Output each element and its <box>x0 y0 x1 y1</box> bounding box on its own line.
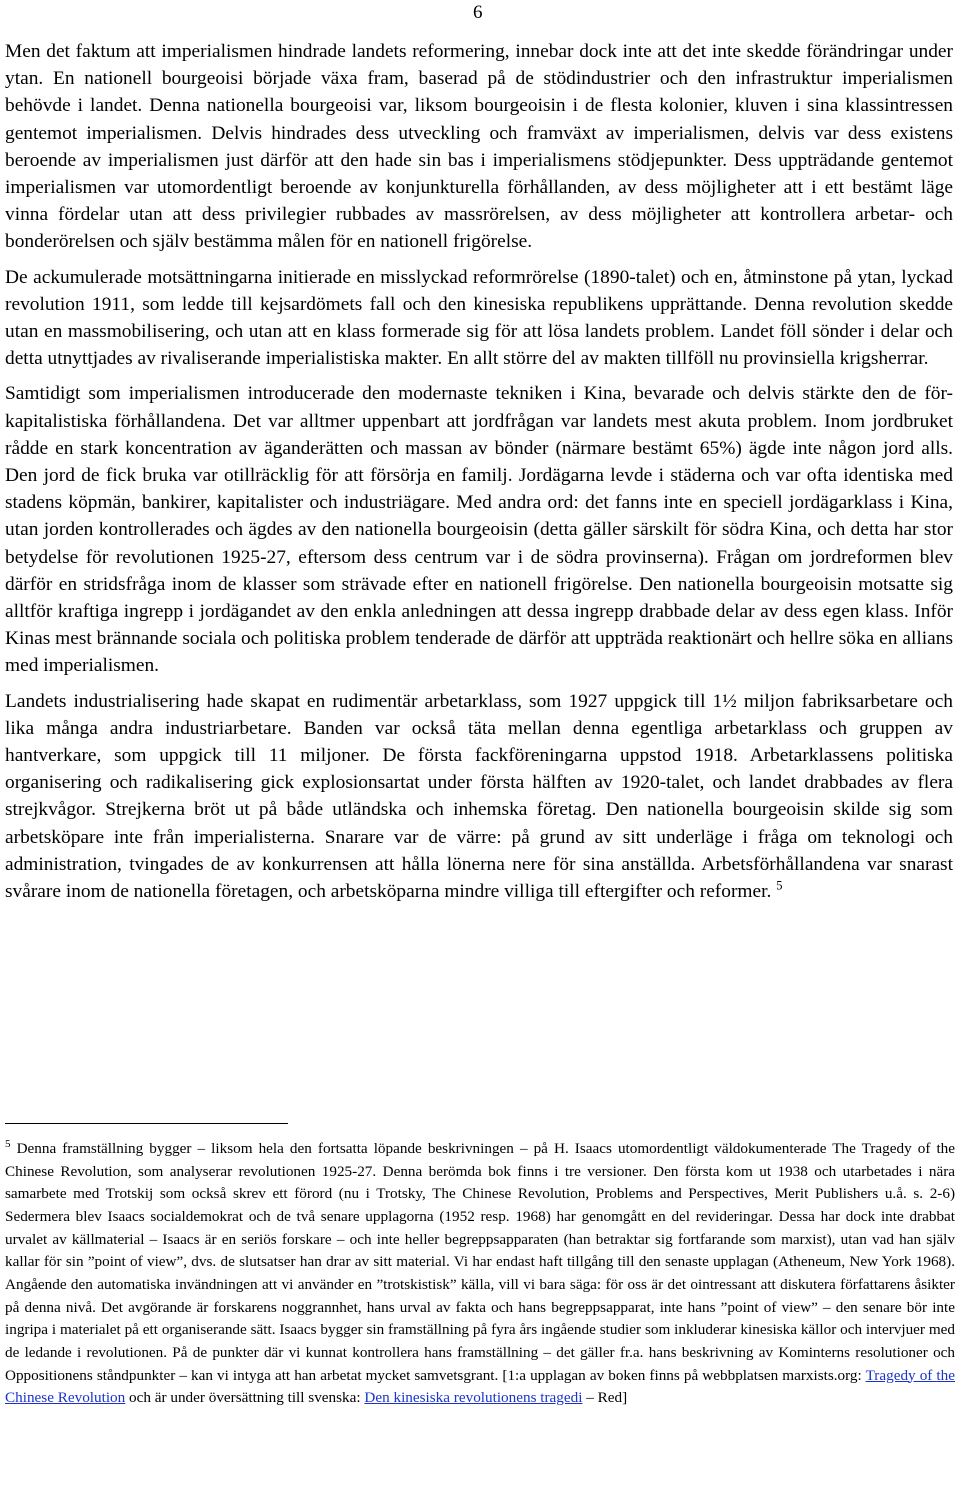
paragraph-2: De ackumulerade motsättningarna initierade en misslyckad reformrörelse (1890-talet) och en, åtminstone på ytan, lyckad revolution 1911, som ledde till kejsardömets fall och den kinesiska republikens upprättande. Denna revolution skedde utan en massmobilisering, och utan att en klass formerade sig för att lösa landets problem. Landet föll sönder i delar och detta utnyttjades av rivaliserande imperialistiska makter. En allt större del av makten tillföll nu provinsiella krigsherrar. <box>5 266 953 370</box>
footnote-number: 5 <box>5 1137 11 1150</box>
footnote-text: Denna framställning bygger – liksom hela den fortsatta löpande beskrivningen – på H. Isaacs utomordentligt väldokumenterade The Tragedy of the Chinese Revolution, som analyserar revolutionen 1925-27. Denna berömda bok finns i tre versioner. Den första kom ut 1938 och utarbetades i nära samarbete med Trotskij som också skrev ett förord (nu i Trotsky, The Chinese Revolution, Problems and Perspectives, Merit Publishers u.å. s. 2-6) Sedermera blev Isaacs socialdemokrat och de två senare upplagorna (1952 resp. 1968) har genomgått en del revideringar. Dessa har dock inte drabbat urvalet av källmaterial – Isaacs är en seriös forskare – och inte heller begreppsapparaten (han betraktar sig fortfarande som marxist), utan vad han själv kallar för sin ”point of view”, dvs. de slutsatser han drar av sitt material. Vi har endast haft tillgång till den senaste upplagan (Atheneum, New York 1968). Angående den automatiska invändningen att vi använder en ”trotskistisk” källa, vill vi bara säga: för oss är det ointressant att diskutera författarens åsikter på denna nivå. Det avgörande är forskarens noggrannhet, hans urval av fakta och hans begreppsapparat, inte hans ”point of view” – den senare bör inte ingripa i materialet på ett organiserande sätt. Isaacs bygger sin framställning på fyra års ingående studier som inkluderar kinesiska källor och intervjuer med de ledande i revolutionen. På de punkter där vi kunnat kontrollera hans framställning – det gäller fr.a. hans beskrivning av Kominterns resolutioner och Oppositionens ståndpunkter – kan vi intyga att han arbetat mycket samvetsgrant. [1:a upplagan av boken finns på webbplatsen marxists.org: <box>5 1140 955 1384</box>
link-den-kinesiska-revolutionens-tragedi[interactable]: Den kinesiska revolutionens tragedi <box>364 1389 583 1407</box>
paragraph-4-text: Landets industrialisering hade skapat en rudimentär arbetarklass, som 1927 uppgick till 1½ miljon fabriksarbetare och lika många andra industriarbetare. Banden var också täta mellan denna egentliga arbetarklass och gruppen av hantverkare, som uppgick till 11 miljoner. De första fackföreningarna uppstod 1918. Arbetarklassens politiska organisering och radikalisering gick explosionsartat under första hälften av 1920-talet, och landet drabbades av flera strejkvågor. Strejkerna bröt ut på både utländska och inhemska företag. Den nationella bourgeoisin skilde sig som arbetsköpare inte från imperialisterna. Snarare var de värre: på grund av sitt underläge i fråga om teknologi och administration, tvingades de av konkurrensen att hålla lönerna nere för sina anställda. Arbetsförhållandena var snarast svårare inom de nationella företagen, och arbetsköparna mindre villiga till eftergifter och reformer. <box>5 690 953 903</box>
body-text <box>5 38 953 913</box>
page-number: 6 <box>473 2 483 23</box>
link-tragedy-of-the-chinese-revolution[interactable]: Tragedy of the Chinese Revolution <box>5 1366 955 1407</box>
footnote-end-text: – Red] <box>586 1389 628 1407</box>
footnote-paragraph <box>5 1138 955 1410</box>
paragraph-4 <box>5 688 953 906</box>
paragraph-1: Men det faktum att imperialismen hindrade landets reformering, innebar dock inte att det inte skedde förändringar under ytan. En nationell bourgeoisi började växa fram, baserad på de stödindustrier och den infrastruktur imperialismen behövde i landet. Denna nationella bourgeoisi var, liksom bourgeoisin i de flesta kolonier, kluven i sina klassintressen gentemot imperialismen. Delvis hindrades dess utveckling och framväxt av imperialismen, delvis var dess existens beroende av imperialismen just därför att den hade sin bas i imperialismens stödjepunkter. Dess uppträdande gentemot imperialismen var utomordentligt beroende av konjunkturella förhållanden, av dess möjligheter att i ett bestämt läge vinna fördelar utan att dess privilegier rubbades av massrörelsen, av dess möjligheter att kontrollera arbetar- och bonderörelsen och själv bestämma målen för en nationell frigörelse. <box>5 41 953 253</box>
footnote-reference[interactable]: 5 <box>776 878 783 893</box>
footnote-middle-text: och är under översättning till svenska: <box>129 1389 361 1407</box>
footnote-divider <box>5 1123 288 1124</box>
paragraph-3: Samtidigt som imperialismen introducerade den modernaste tekniken i Kina, bevarade och delvis stärkte den de för-kapitalistiska förhållandena. Det var alltmer uppenbart att jordfrågan var landets mest akuta problem. Inom jordbruket rådde en stark koncentration av äganderätten och massan av bönder (närmare bestämt 65%) ägde inte någon jord alls. Den jord de fick bruka var otillräcklig för att försörja en familj. Jordägarna levde i städerna och var ofta identiska med stadens köpmän, bankirer, kapitalister och industriägare. Med andra ord: det fanns inte en speciell jordägarklass i Kina, utan jorden kontrollerades och ägdes av den nationella bourgeoisin (detta gäller särskilt för södra Kina, och detta har stor betydelse för revolutionen 1925-27, eftersom dess centrum var i de södra provinserna). Frågan om jordreformen blev därför en stridsfråga inom de klasser som strävade efter en nationell frigörelse. Den nationella bourgeoisin motsatte sig alltför kraftiga ingrepp i jordägandet av den enkla anledningen att dessa ingrepp drabbade delar av dess egen klass. Inför Kinas mest brännande sociala och politiska problem tenderade de därför att uppträda reaktionärt och hellre söka en allians med imperialismen. <box>5 383 953 677</box>
footnote <box>5 1138 955 1410</box>
